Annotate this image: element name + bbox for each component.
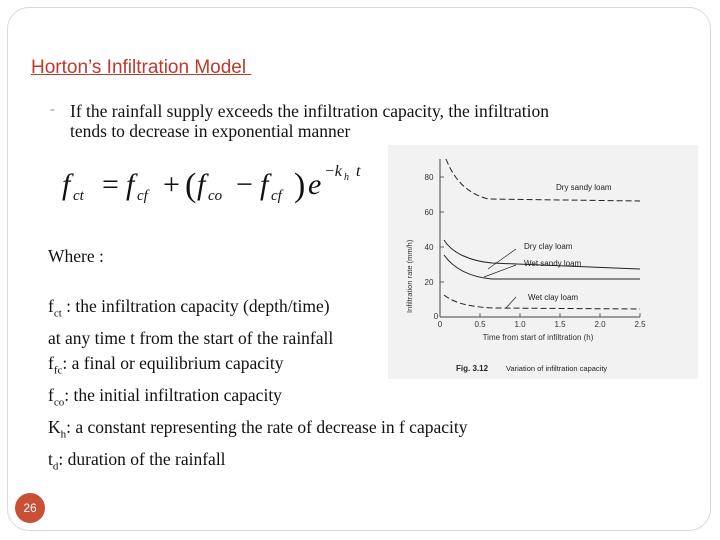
label-dry-sandy-loam: Dry sandy loam	[556, 183, 612, 192]
figure-ytick-40: 40	[424, 243, 434, 252]
slide-title: Horton’s Infiltration Model	[31, 57, 252, 78]
intro-text	[70, 101, 630, 141]
figure-ytick-0: 0	[433, 312, 439, 321]
formula-close-paren: )	[294, 167, 306, 204]
figure-xtick-0: 0	[437, 320, 443, 329]
definition-subscript: fc	[53, 364, 63, 376]
figure-ytick-20: 20	[424, 278, 434, 287]
label-wet-clay-loam: Wet clay loam	[528, 293, 579, 302]
definition-text: : duration of the rainfall	[58, 448, 226, 469]
formula-fcf2-sub: cf	[271, 188, 282, 204]
definition-text: : the initial infiltration capacity	[64, 384, 282, 405]
formula-fcf: f	[126, 168, 135, 201]
figure-xtick-1-0: 1.0	[514, 320, 526, 329]
figure-caption-text: Variation of infiltration capacity	[506, 364, 608, 373]
formula-exp-sub: h	[344, 172, 349, 183]
figure-xtick-1-5: 1.5	[554, 320, 566, 329]
horton-formula	[60, 158, 380, 208]
definition-symbol: t	[48, 448, 53, 469]
formula-lhs-sub: ct	[73, 188, 84, 204]
definition-subscript: ct	[53, 307, 62, 320]
definition-text: : a constant representing the rate of decrease in f capacity	[66, 416, 468, 437]
formula-e: e	[308, 168, 322, 201]
definition-symbol: f	[48, 296, 54, 316]
definition-text: at any time t from the start of the rainfall	[48, 328, 334, 348]
figure-xtick-2-0: 2.0	[594, 320, 606, 329]
infiltration-figure	[388, 145, 698, 379]
definition-symbol: f	[48, 384, 54, 405]
page-number-badge: 26	[15, 493, 45, 523]
definition-subscript: d	[52, 460, 59, 472]
formula-open-paren: (	[185, 167, 197, 204]
formula-fco-sub: co	[208, 188, 223, 204]
figure-ytick-60: 60	[424, 208, 434, 217]
formula-fcf2: f	[260, 168, 269, 201]
intro-line-1: If the rainfall supply exceeds the infiltration capacity, the infiltration	[70, 101, 549, 121]
figure-xtick-2-5: 2.5	[634, 320, 646, 329]
figure-xtick-0-5: 0.5	[474, 320, 486, 329]
definition-fco	[48, 383, 467, 415]
definition-td	[48, 447, 467, 479]
definition-symbol: f	[48, 352, 54, 373]
definition-subscript: co	[53, 396, 65, 408]
where-label: Where :	[48, 246, 104, 266]
formula-fco: f	[197, 168, 206, 201]
bullet-marker: -	[50, 102, 55, 117]
formula-minus: −	[236, 168, 253, 201]
intro-line-2: tends to decrease in exponential manner	[70, 121, 351, 141]
label-dry-clay-loam: Dry clay loam	[524, 242, 573, 251]
formula-fcf-sub: cf	[137, 188, 148, 204]
formula-exp-k: −k	[324, 163, 342, 180]
figure-caption-number: Fig. 3.12	[456, 364, 489, 373]
formula-lhs: f	[62, 168, 71, 201]
figure-ytick-80: 80	[424, 173, 434, 182]
formula-equals: =	[102, 168, 119, 201]
definition-subscript: h	[60, 428, 67, 440]
formula-plus: +	[163, 168, 180, 201]
definition-text: : the infiltration capacity (depth/time)	[61, 296, 330, 316]
definition-symbol: K	[48, 416, 61, 437]
definition-text: : a final or equilibrium capacity	[62, 352, 284, 373]
formula-exp-t: t	[356, 163, 361, 180]
label-wet-sandy-loam: Wet sandy loam	[524, 259, 582, 268]
definition-kh	[48, 415, 467, 447]
figure-ylabel: Infiltration rate (mm/h)	[405, 239, 414, 313]
figure-xlabel: Time from start of infiltration (h)	[482, 333, 594, 342]
